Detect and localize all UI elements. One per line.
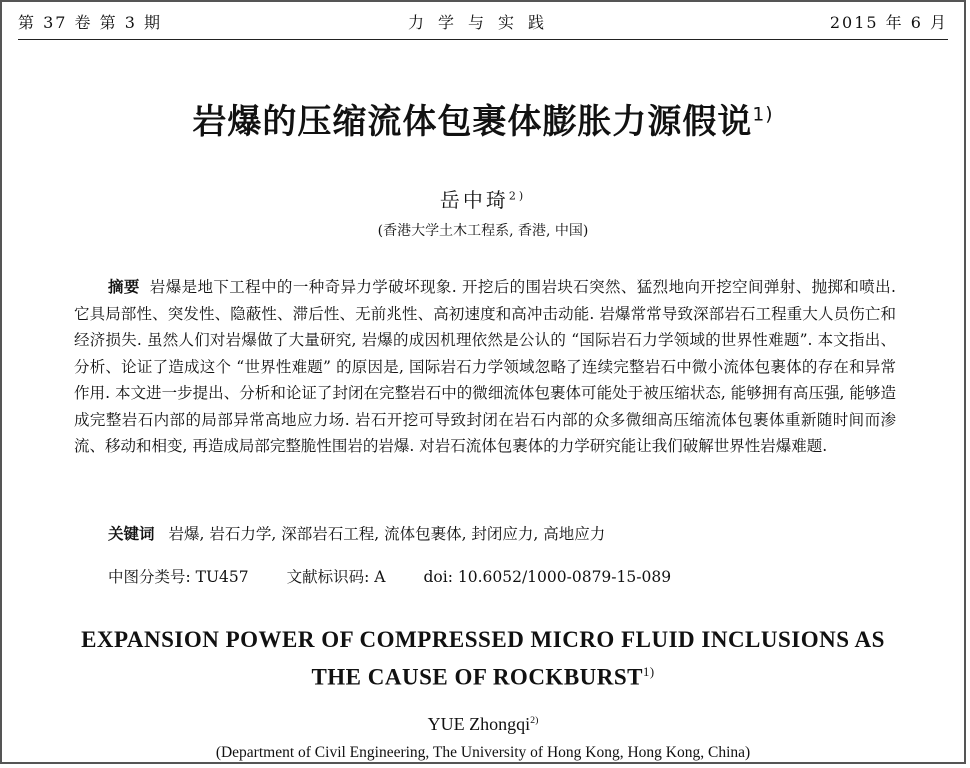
document-code: 文献标识码: A: [286, 568, 386, 586]
author-chinese: [2, 184, 964, 213]
keywords-label: 关键词: [108, 525, 155, 543]
title-english: [22, 624, 944, 694]
author-chinese-name: 岳中琦: [439, 188, 509, 212]
clc-number: 中图分类号: TU457: [108, 568, 249, 586]
title-english-line2: THE CAUSE OF ROCKBURST: [311, 664, 644, 690]
title-footnote-mark: 1): [752, 104, 774, 126]
abstract-text: 岩爆是地下工程中的一种奇异力学破坏现象. 开挖后的围岩块石突然、猛烈地向开挖空间弹射、抛掷和喷出. 它具局部性、突发性、隐蔽性、滞后性、无前兆性、高初速度和高冲击动能. 岩爆常常导致深部岩石工程重大人员伤亡和经济损失. 虽然人们对岩爆做了大量研究, 岩爆的成因机理依然是公认的 “国际岩石力学领域的世界性难题”. 本文指出、分析、论证了造成这个 “世界性难题” 的原因是, 国际岩石力学领域忽略了连续完整岩石中微小流体包裹体的存在和异常作用. 本文进一步提出、分析和论证了封闭在完整岩石中的微细流体包裹体可能处于被压缩状态, 能够拥有高压强, 能够造成完整岩石内部的局部异常高地应力场. 岩石开挖可导致封闭在岩石内部的众多微细高压缩流体包裹体重新随时间而渗流、移动和相变, 再造成局部完整脆性围岩的岩爆. 对岩石流体包裹体的力学研究能让我们破解世界性岩爆难题.: [74, 278, 896, 455]
classification-info: [108, 565, 671, 587]
keywords: [108, 522, 896, 544]
title-chinese-text: 岩爆的压缩流体包裹体膨胀力源假说: [192, 102, 753, 142]
header-rule: [18, 39, 948, 40]
title-english-line1: EXPANSION POWER OF COMPRESSED MICRO FLUID INCLUSIONS AS: [81, 627, 885, 652]
author-english-name: YUE Zhongqi: [427, 714, 531, 734]
journal-name: 力学与实践: [407, 13, 558, 32]
abstract-label: 摘要: [108, 278, 140, 296]
author-footnote-mark: 2): [508, 189, 527, 203]
title-english-footnote-mark: 1): [643, 665, 655, 679]
affiliation-chinese: (香港大学土木工程系, 香港, 中国): [377, 223, 589, 239]
abstract: [74, 274, 896, 460]
affiliation-english: (Department of Civil Engineering, The University of Hong Kong, Hong Kong, China): [215, 744, 751, 761]
author-english: [2, 714, 964, 735]
running-header: [18, 10, 948, 34]
journal-issue: 第 37 卷 第 3 期: [18, 13, 162, 32]
keywords-text: 岩爆, 岩石力学, 深部岩石工程, 流体包裹体, 封闭应力, 高地应力: [168, 525, 606, 543]
publication-date: 2015 年 6 月: [829, 13, 948, 32]
title-chinese: [2, 94, 964, 143]
author-english-footnote-mark: 2): [530, 715, 539, 726]
doi: doi: 10.6052/1000-0879-15-089: [423, 568, 672, 586]
